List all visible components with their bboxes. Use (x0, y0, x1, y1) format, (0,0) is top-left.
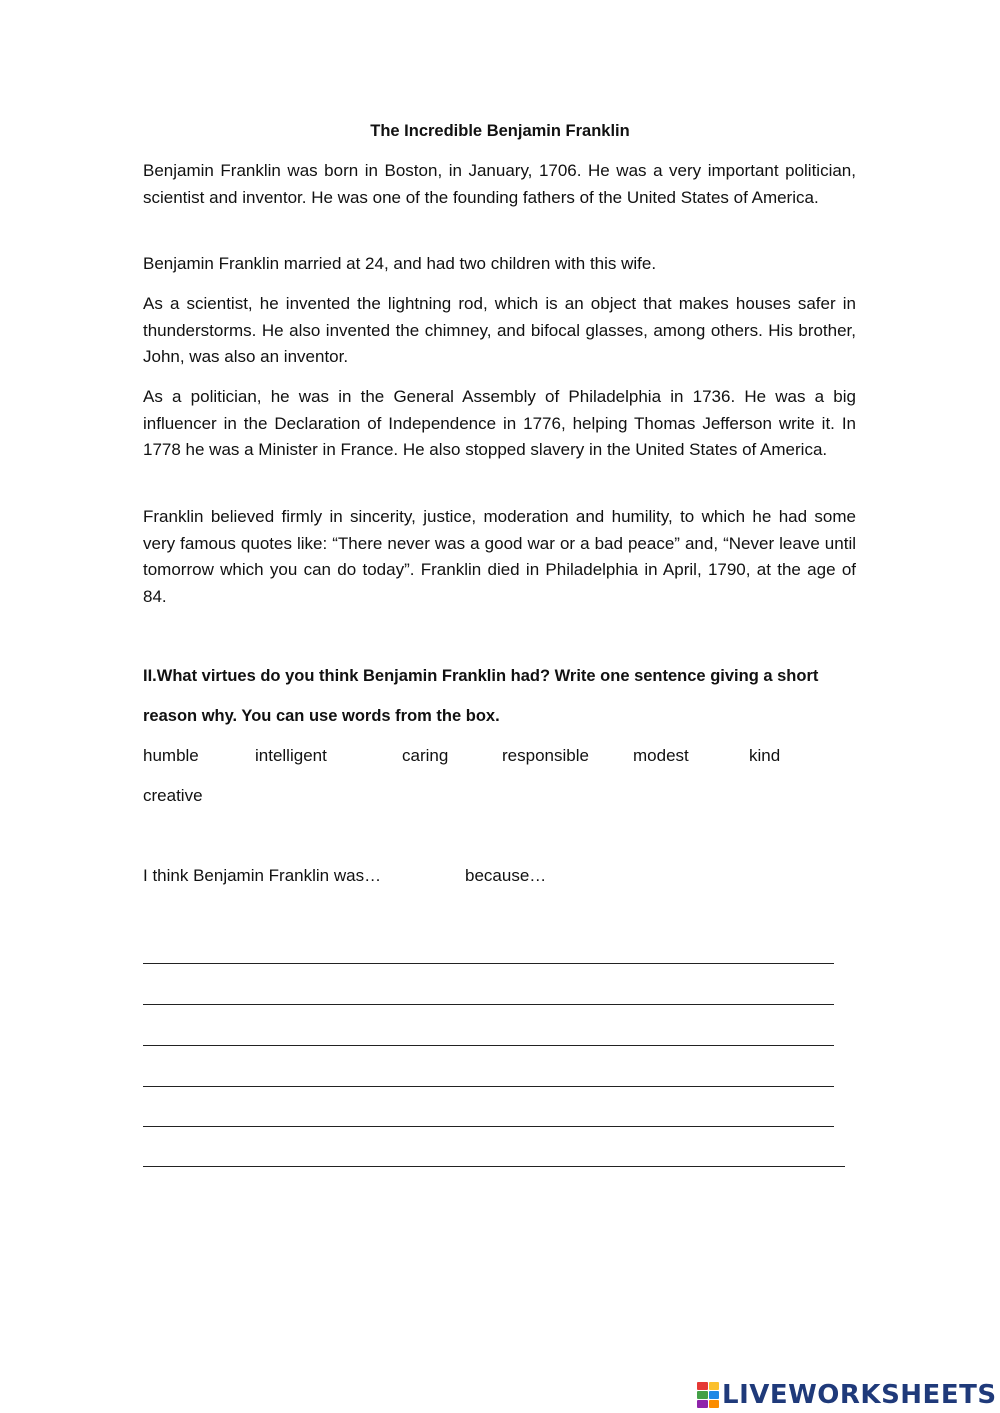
answer-line[interactable] (143, 1126, 834, 1127)
logo-text: LIVEWORKSHEETS (722, 1380, 997, 1410)
answer-line[interactable] (143, 963, 834, 964)
liveworksheets-logo[interactable] (697, 1378, 997, 1412)
paragraph-beliefs: Franklin believed firmly in sincerity, justice, moderation and humility, to which he had some very famous quotes like: “There never was a good war or a bad peace” and, “Never leave until tomorrow which you can do today”. Franklin died in Philadelphia in April, 1790, at the age of 84. (143, 507, 856, 606)
word-box-item: humble (143, 746, 199, 765)
answer-line[interactable] (143, 1004, 834, 1005)
word-box-item: kind (749, 746, 781, 765)
logo-block (697, 1382, 708, 1390)
logo-block (709, 1391, 720, 1399)
word-box-item: caring (402, 746, 449, 765)
document-title: The Incredible Benjamin Franklin (370, 122, 630, 140)
word-box-item: modest (633, 746, 689, 765)
word-box-item: intelligent (255, 746, 327, 765)
sentence-prompt: I think Benjamin Franklin was… (143, 866, 382, 885)
answer-line[interactable] (143, 1086, 834, 1087)
logo-icon (697, 1382, 719, 1408)
paragraph-family: Benjamin Franklin married at 24, and had two children with this wife. (143, 254, 657, 273)
exercise-question: II.What virtues do you think Benjamin Franklin had? Write one sentence giving a short reason why. You can use words from the box. (143, 667, 819, 725)
paragraph-politician: As a politician, he was in the General Assembly of Philadelphia in 1736. He was a big influencer in the Declaration of Independence in 1776, helping Thomas Jefferson write it. In 1778 he was a Minister in France. He also stopped slavery in the United States of America. (143, 387, 856, 459)
because-prompt: because… (465, 866, 547, 885)
answer-line[interactable] (143, 1166, 845, 1167)
paragraph-birth: Benjamin Franklin was born in Boston, in January, 1706. He was a very important politician, scientist and inventor. He was one of the founding fathers of the United States of America. (143, 161, 856, 207)
logo-block (697, 1391, 708, 1399)
paragraph-scientist: As a scientist, he invented the lightning rod, which is an object that makes houses safer in thunderstorms. He also invented the chimney, and bifocal glasses, among others. His brother, John, was also an inventor. (143, 294, 856, 366)
word-box-item: creative (143, 786, 203, 805)
logo-block (709, 1400, 720, 1408)
logo-block (709, 1382, 720, 1390)
word-box-item: responsible (502, 746, 589, 765)
answer-line[interactable] (143, 1045, 834, 1046)
logo-block (697, 1400, 708, 1408)
